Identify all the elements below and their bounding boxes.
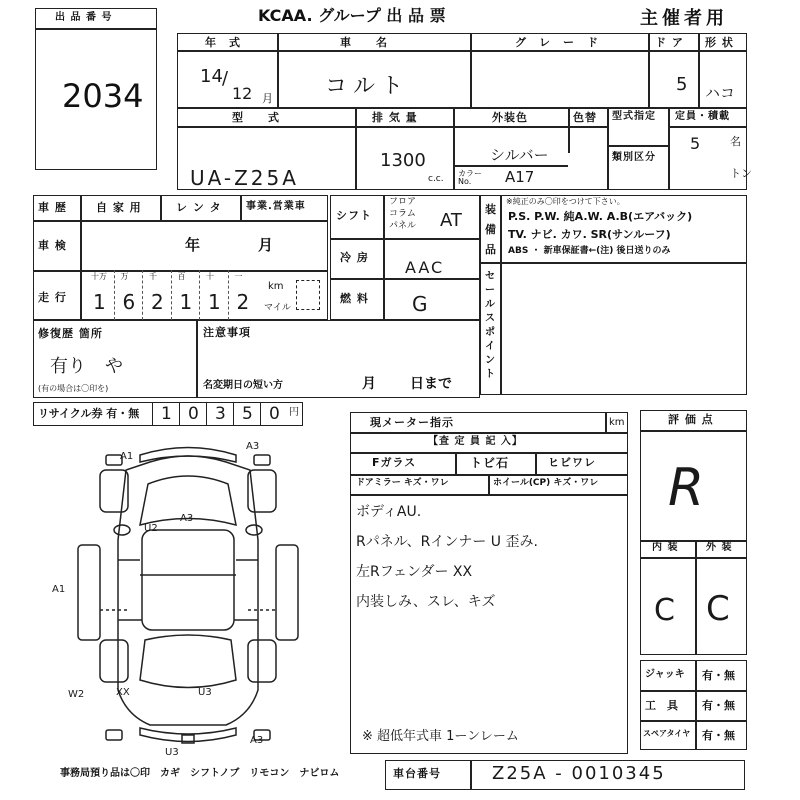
mileage-digit: 6 [122,290,136,314]
mileage-digit: 2 [236,290,250,314]
shift-floor[interactable]: フロア [389,197,417,207]
displacement-unit: c.c. [428,174,444,184]
capacity-unit-tons: トン [730,167,752,180]
mark-rear-left-w2: W2 [68,689,85,700]
mark-rear-xx: XX [116,687,130,698]
chassis-value: Z25A - 0010345 [492,763,666,784]
meter-label: 現メーター指示 [370,416,454,429]
equipment-label: 装 備 品 [485,203,497,256]
equipment-note: ※純正のみ〇印をつけて下さい。 [506,197,625,206]
ac-label: 冷 房 [340,251,369,264]
mileage-place-label: 一 [234,272,243,281]
history-label: 車 歴 [38,201,67,214]
mileage-place-label: 十 [206,272,214,281]
model-value: UA-Z25A [190,166,299,190]
equipment-line3: ABS ・ 新車保証書←(注) 後日送りのみ [508,246,671,256]
paint-change-label: 色替 [573,111,597,124]
inspector-note-line: 左Rフェンダー XX [356,564,473,580]
exterior-label: 外 装 [706,542,733,553]
lot-number-label: 出 品 番 号 [55,12,113,23]
recycle-digit: 1 [161,404,172,424]
shape-value: ハコ [705,84,736,102]
mileage-mile-unit: マイル [264,303,291,313]
mark-rear-bumper-u3: U3 [165,747,179,758]
ac-value: AAC [405,258,445,277]
type-designation-label: 型式指定 [612,111,656,122]
mileage-place-label: 十万 [91,272,107,281]
recycle-unit: 円 [289,407,299,418]
recycle-digit: 0 [188,404,199,424]
shift-label: シフト [336,209,372,222]
repair-value: 有り [50,356,86,377]
spare-tire-option[interactable]: 有・無 [702,729,735,742]
mileage-digit: 1 [208,290,221,314]
rating-label: 評 価 点 [668,413,714,426]
history-rental[interactable]: レ ン タ [176,201,222,214]
grade-label: グ レ ー ド [515,36,599,49]
inspector-note-line: Rパネル、Rインナー U 歪み. [356,534,538,550]
glass-label: Fガラス [372,456,417,469]
capacity-unit-persons: 名 [730,135,741,148]
recycle-digit: 3 [215,404,226,424]
mileage-place-label: 百 [177,272,186,281]
mark-front-right: A3 [246,441,260,452]
capacity-label: 定員・積載 [675,111,730,122]
month-value: 12 [232,84,253,103]
wheel-label: ホイール(CP) キズ・ワレ [493,478,599,488]
office-note: 事務局預り品は〇印 カギ シフトノブ リモコン ナビロム [60,768,340,779]
mark-hood-u2: U2 [144,523,158,534]
inspection-year-unit: 年 [185,236,201,254]
page-title: KCAA. グループ 出 品 票 [258,6,446,25]
class-label: 類別区分 [612,152,656,163]
inspector-note-line: ボディAU. [356,504,422,520]
fuel-value: G [412,292,428,316]
mark-hood-a3: A3 [180,513,194,524]
recycle-digit: 0 [269,404,280,424]
jack-option[interactable]: 有・無 [702,669,735,682]
exterior-value: C [706,589,730,629]
year-value: 14 [200,66,223,87]
mileage-km-unit: km [268,281,284,292]
recycle-digit: 5 [242,404,253,424]
tools-label: 工 具 [645,699,678,712]
repair-label: 修復歴 箇所 [38,327,103,340]
repair-note: (有の場合は〇印を) [38,384,109,393]
shift-column[interactable]: コラム [389,209,416,219]
crack-label: ヒビワレ [548,456,596,469]
doors-value: 5 [676,74,688,95]
inspector-note-line: 内装しみ、スレ、キズ [356,594,496,610]
shape-label: 形 状 [705,36,734,49]
deadline-day: 日まで [410,376,452,392]
inspection-label: 車 検 [38,239,67,252]
chassis-label: 車台番号 [393,767,441,780]
history-private[interactable]: 自 家 用 [96,201,142,214]
month-unit: 月 [262,92,273,105]
mileage-place-label: 万 [120,272,129,281]
role-label: 主催者用 [640,8,728,29]
inspector-bottom-note: ※ 超低年式車 1ーンレーム [362,729,519,744]
mark-left-side: A1 [52,584,66,595]
repair-value-2: や [105,356,123,377]
year-label: 年 式 [205,36,241,49]
equipment-line1: P.S. P.W. 純A.W. A.B(エアバック) [508,210,693,223]
model-label: 型 式 [232,111,280,124]
shift-value: AT [440,210,462,231]
interior-value: C [654,593,675,628]
mileage-place-label: 千 [149,272,157,281]
mark-front-left: A1 [120,451,134,462]
color-value: シルバー [490,146,549,164]
displacement-value: 1300 [380,150,426,171]
jack-label: ジャッキ [645,669,685,680]
interior-label: 内 装 [652,542,679,553]
mark-rear-right-a3: A3 [250,735,264,746]
displacement-label: 排 気 量 [372,111,418,124]
capacity-value: 5 [690,134,701,153]
doors-label: ド ア [655,36,684,49]
shift-panel[interactable]: パネル [389,221,417,231]
recycle-label: リサイクル券 有・無 [38,407,140,420]
mileage-label: 走 行 [38,291,67,304]
deadline-month: 月 [362,376,376,392]
color-label: 外装色 [492,111,528,124]
spare-tire-label: スペアタイヤ [643,729,691,738]
chip-label: トビ石 [470,456,510,470]
color-number-label: カラー No. [458,169,482,186]
inspection-month-unit: 月 [258,236,274,254]
caution-label: 注意事項 [203,326,251,339]
fuel-label: 燃 料 [340,292,369,305]
mark-rear-u3: U3 [198,687,212,698]
mileage-digit: 2 [151,290,164,314]
mirror-label: ドアミラー キズ・ワレ [356,478,449,488]
car-name-label: 車 名 [340,36,388,49]
history-business[interactable]: 事業.営業車 [246,201,306,212]
meter-unit: km [609,417,625,428]
tools-option[interactable]: 有・無 [702,699,735,712]
color-number-value: A17 [505,168,535,186]
equipment-line2: TV. ナビ. カワ. SR(サンルーフ) [508,228,671,241]
sales-point-label: セールスポイント [485,271,496,380]
lot-number: 2034 [62,77,144,115]
inspector-header: 【査 定 員 記 入】 [428,436,523,447]
rating-value: R [668,458,705,518]
name-change-label: 名変期日の短い方 [203,380,283,391]
mileage-digit: 1 [93,290,106,314]
mileage-digit: 1 [179,290,193,314]
car-name-value: コルト [325,74,410,99]
